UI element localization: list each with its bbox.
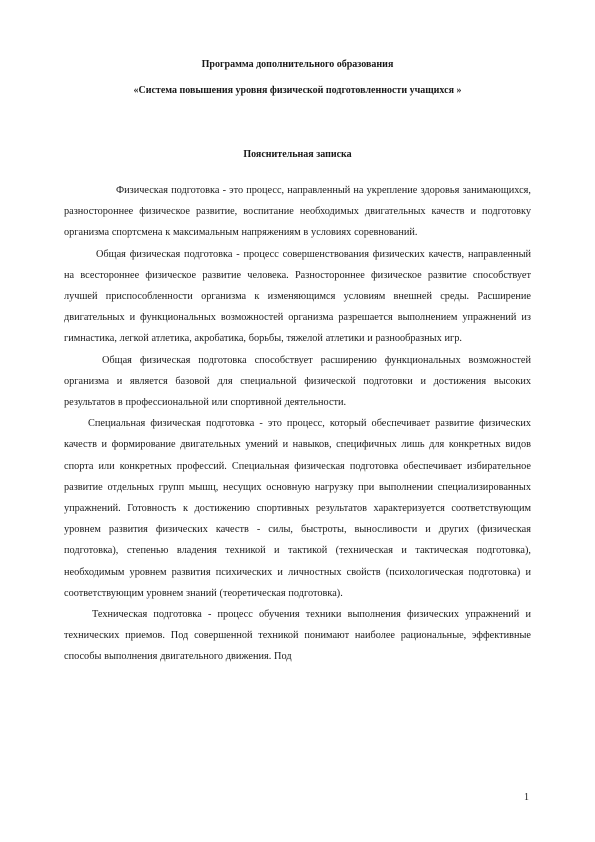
paragraph-special-training: Специальная физическая подготовка - это процесс, который обеспечивает развитие физических качеств и формирование двигательных умений и навыков, специфичных лишь для конкретных видов спорта или конкретных профессий. Специальная физическая подготовка обеспечивает избирательное развитие отдельных групп мышц, несущих основную нагрузку при выполнении специализированных упражнений. Готовность к достижению спортивных результатов характеризуется соответствующим уровнем развития физических качеств - силы, быстроты, выносливости и других (физическая подготовка), степенью владения техникой и тактикой (техническая и тактическая подготовка), необходимым уровнем развития психических и личностных свойств (психологическая подготовка) и соответствующим уровнем знаний (теоретическая подготовка). — [64, 418, 531, 599]
section-heading: Пояснительная записка — [243, 149, 352, 160]
page-number: 1 — [524, 792, 529, 803]
paragraph-technical-training: Техническая подготовка - процесс обучения техники выполнения физических упражнений и технических приемов. Под совершенной техникой понимают наиболее рациональные, эффективные способы выполнения двигательного движения. Под — [64, 609, 531, 663]
program-subtitle: «Система повышения уровня физической подготовленности учащихся » — [133, 85, 462, 96]
page-content — [64, 58, 531, 668]
paragraph-physical-training: Физическая подготовка - это процесс, направленный на укрепление здоровья занимающихся, разностороннее физическое развитие, воспитание необходимых двигательных качеств и подготовку организма спортсмена к максимальным напряжениям в условиях соревнований. — [64, 185, 531, 239]
paragraph-general-training: Общая физическая подготовка - процесс совершенствования физических качеств, направленный на всестороннее физическое развитие человека. Разностороннее физическое развитие способствует лучшей приспособленности организма к изменяющимся условиям внешней среды. Расширение двигательных и функциональных возможностей организма разрешается выполнением упражнений из гимнастика, легкой атлетика, акробатика, борьбы, тяжелой атлетики и разнообразных игр. — [64, 248, 531, 345]
program-title: Программа дополнительного образования — [201, 59, 394, 70]
paragraph-general-training-benefits: Общая физическая подготовка способствует расширению функциональных возможностей организма и является базовой для специальной физической подготовки и достижения высоких результатов в профессиональной или спортивной деятельности. — [64, 354, 531, 409]
